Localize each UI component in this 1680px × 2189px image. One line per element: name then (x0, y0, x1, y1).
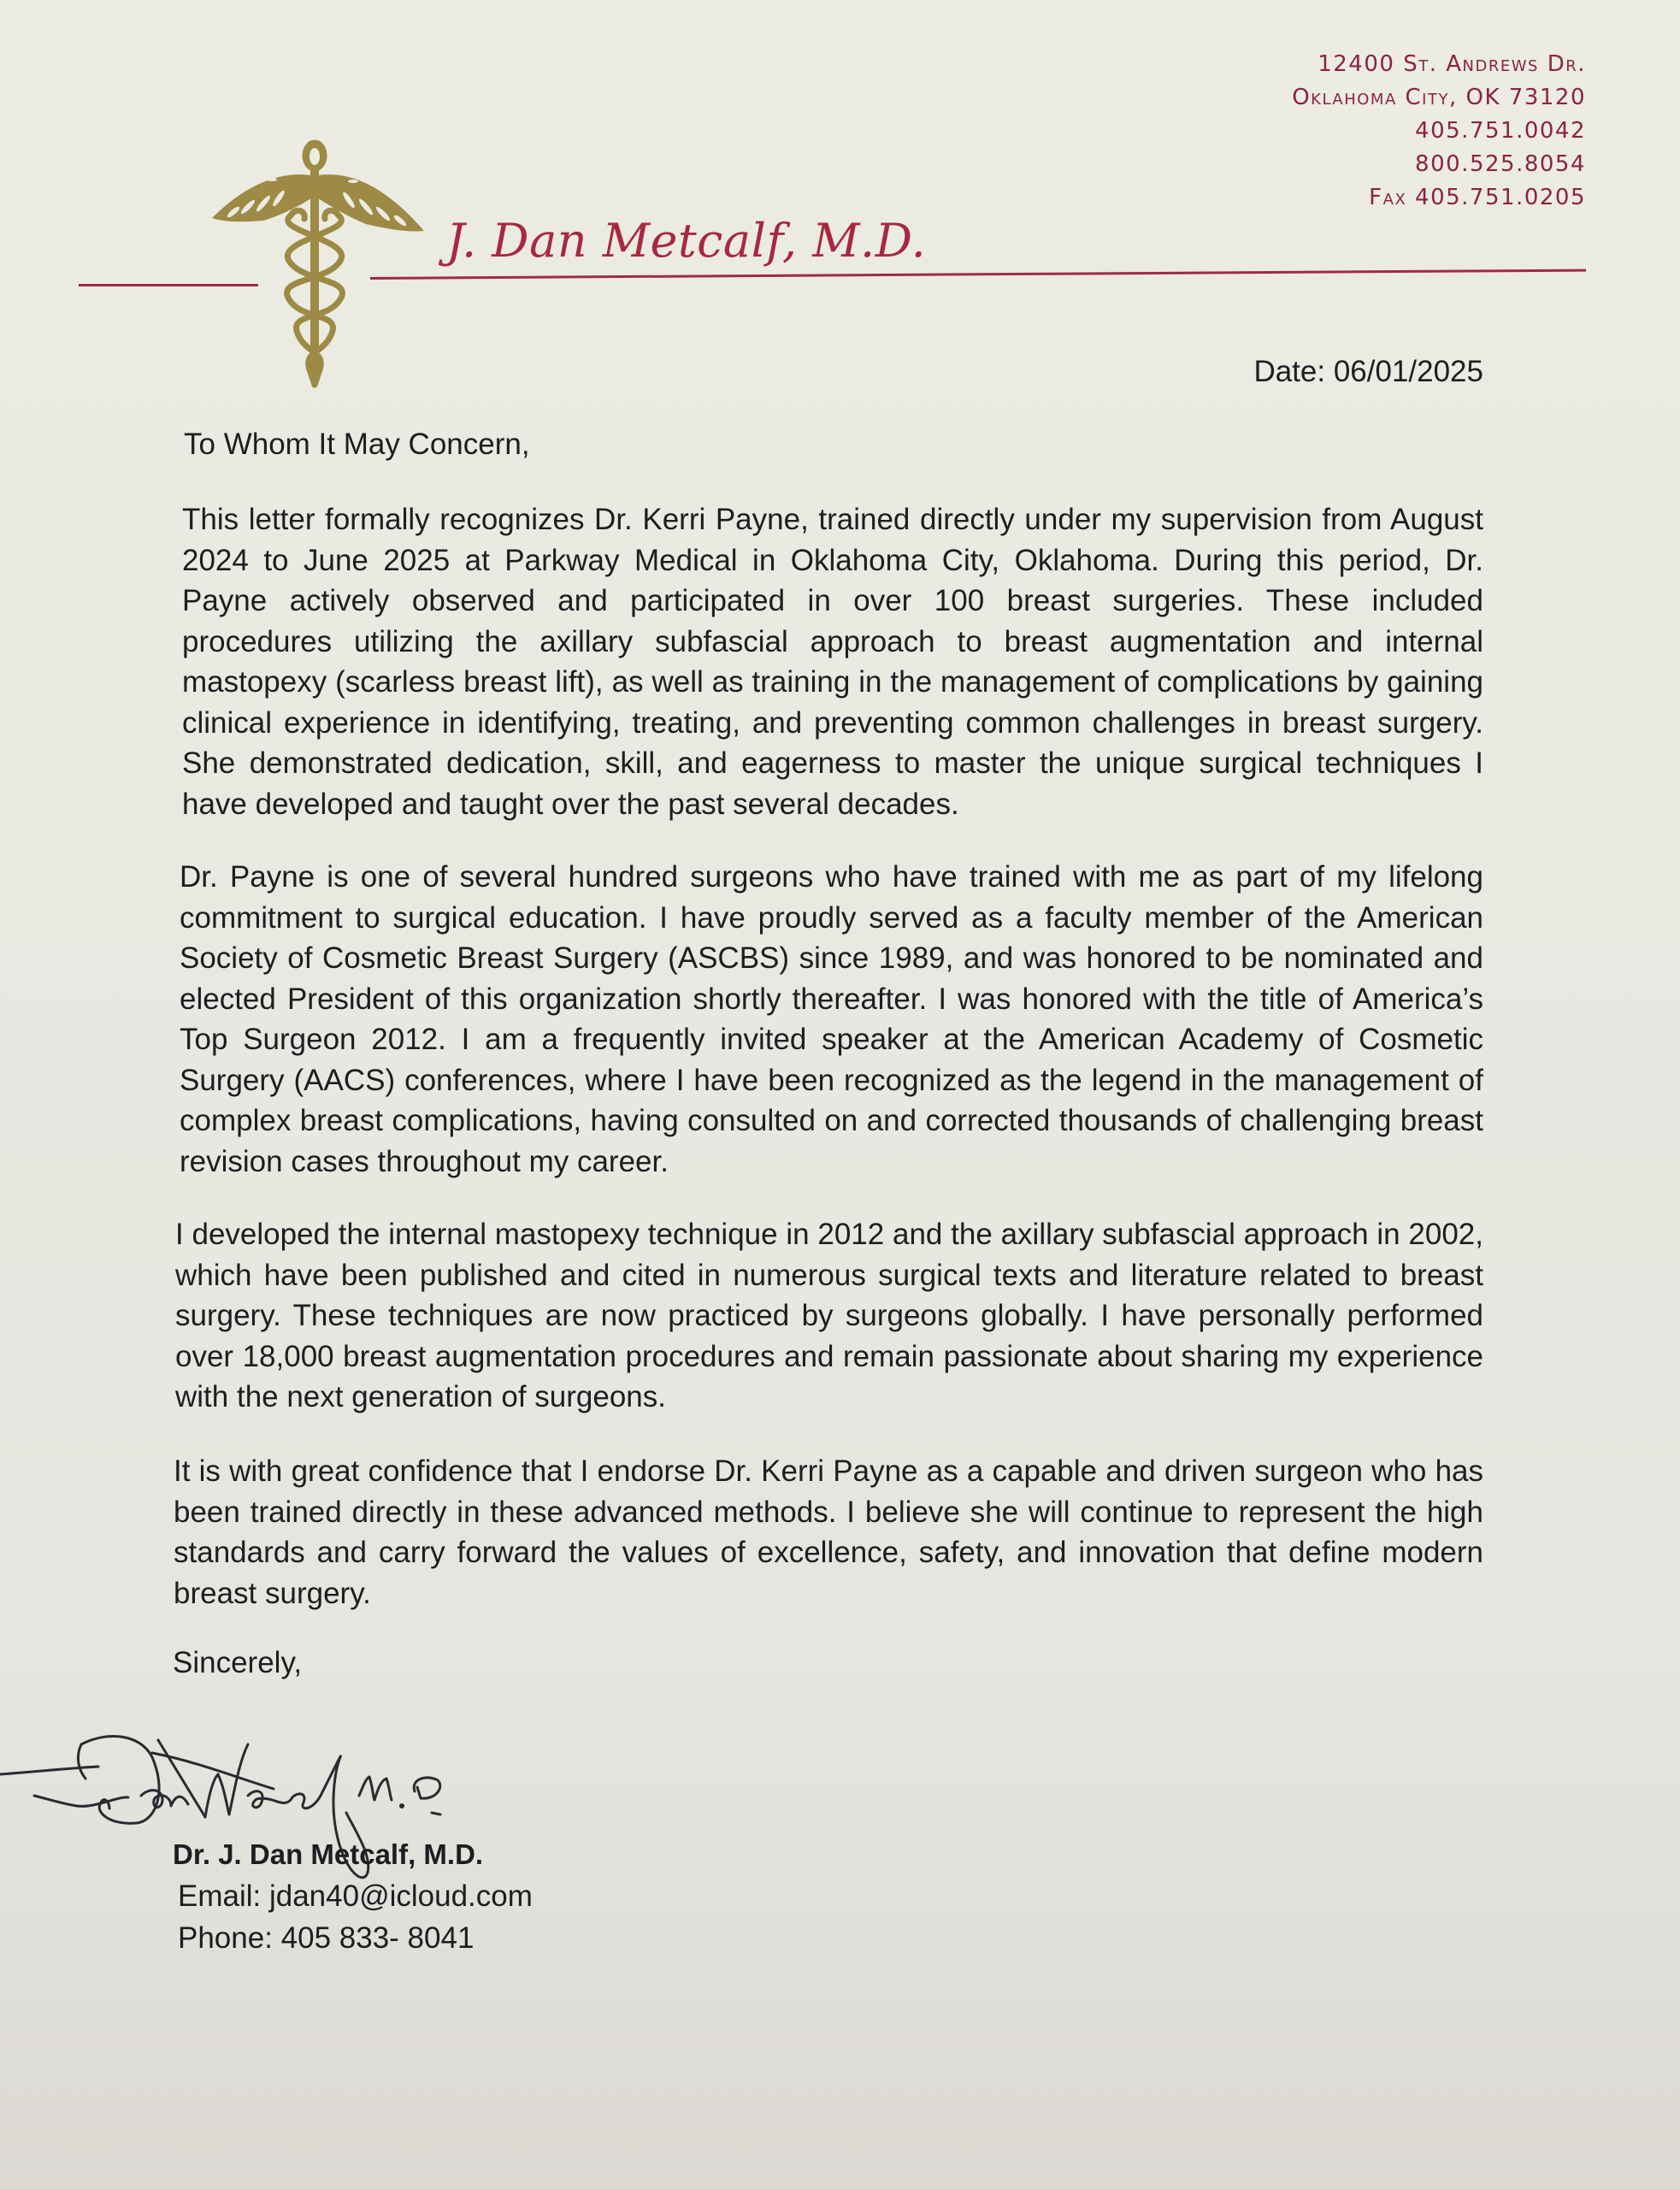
signer-email[interactable]: Email: jdan40@icloud.com (178, 1879, 533, 1913)
letter-closing: Sincerely, (173, 1646, 303, 1679)
signer-phone[interactable]: Phone: 405 833- 8041 (178, 1921, 475, 1955)
letterhead-address-block (1292, 48, 1586, 215)
letter-paragraph-3: I developed the internal mastopexy technique in 2012 and the axillary subfascial approach in 2002, which have been published and cited in numerous surgical texts and literature related to breast surgery. These techniques are now practiced by surgeons globally. I have personally performed over 18,000 breast augmentation procedures and remain passionate about sharing my experience with the next generation of surgeons. (175, 1218, 1483, 1413)
address-phone: 405.751.0042 (1415, 118, 1586, 144)
letterhead-rule-right (370, 269, 1586, 280)
caduceus-icon (195, 137, 434, 393)
address-fax: Fax 405.751.0205 (1369, 185, 1586, 210)
address-street: 12400 St. Andrews Dr. (1317, 51, 1586, 77)
address-city: Oklahoma City, OK 73120 (1292, 85, 1586, 110)
address-tollfree: 800.525.8054 (1415, 151, 1586, 177)
letter-paragraph-1: This letter formally recognizes Dr. Kerri Payne, trained directly under my supervision from August 2024 to June 2025 at Parkway Medical in Oklahoma City, Oklahoma. During this period, Dr. Payne actively observed and participated in over 100 breast surgeries. These included procedures utilizing the axillary subfascial approach to breast augmentation and internal mastopexy (scarless breast lift), as well as training in the management of complications by gaining clinical experience in identifying, treating, and preventing common challenges in breast surgery. She demonstrated dedication, skill, and eagerness to master the unique surgical techniques I have developed and taught over the past several decades. (182, 503, 1483, 821)
letterhead-rule-left (79, 284, 258, 286)
letter-date: Date: 06/01/2025 (1253, 355, 1483, 388)
letterhead-name: J. Dan Metcalf, M.D. (446, 214, 927, 268)
letter-paragraph-4: It is with great confidence that I endorse Dr. Kerri Payne as a capable and driven surgeon who has been trained directly in these advanced methods. I believe she will continue to represent the high standards and carry forward the values of excellence, safety, and innovation that define modern breast surgery. (174, 1454, 1483, 1610)
signer-name: Dr. J. Dan Metcalf, M.D. (173, 1838, 484, 1870)
letter-paragraph-2: Dr. Payne is one of several hundred surgeons who have trained with me as part of my lifelong commitment to surgical education. I have proudly served as a faculty member of the American Society of Cosmetic Breast Surgery (ASCBS) since 1989, and was honored to be nominated and elected President of this organization shortly thereafter. I was honored with the title of America’s Top Surgeon 2012. I am a frequently invited speaker at the American Academy of Cosmetic Surgery (AACS) conferences, where I have been recognized as the legend in the management of complex breast complications, having consulted on and corrected thousands of challenging breast revision cases throughout my career. (180, 860, 1483, 1178)
letter-salutation: To Whom It May Concern, (184, 428, 530, 461)
